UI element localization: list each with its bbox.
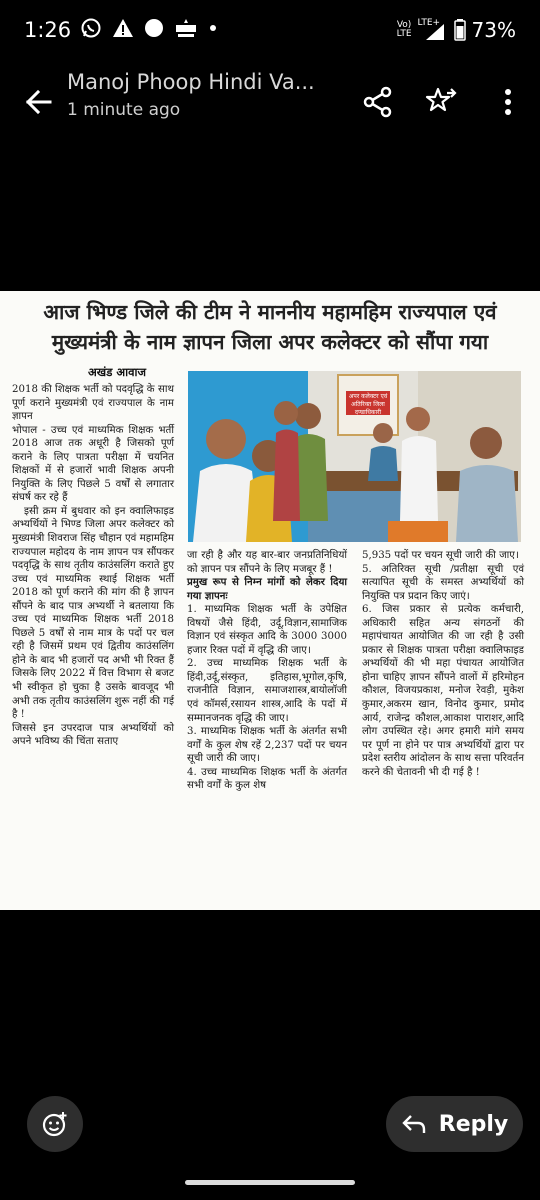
reply-button[interactable] bbox=[386, 1096, 523, 1152]
article-column-1: 2018 की शिक्षक भर्ती को पदवृद्धि के साथ पूर्ण कराने मुख्यमंत्री एवं राज्यपाल के नाम ज्ञापन भोपाल - उच्च एवं माध्यमिक शिक्षक भर्ती 2018 आज तक अधूरी है जिसको पूर्ण कराने के लिए पात्रता परीक्षा में चयनित शिक्षकों में से हजारों भावी शिक्षक अपनी नियुक्ति के लिए पिछले 5 वर्षों से लगातार संघर्ष कर रहे हैं इसी क्रम में बुधवार को इन क्वालिफाइड अभ्यर्थियों ने भिण्ड जिला अपर कलेक्टर को मुख्यमंत्री शिवराज सिंह चौहान एवं महामहिम राज्यपाल महोदय के नाम ज्ञापन पत्र सौंपकर पदवृद्धि के साथ तृतीय काउंसलिंग कराते हुए उच्च एवं माध्यमिक स्थाई शिक्षक भर्ती 2018 को पूर्ण कराने की मांग की है ज्ञापन सौंपने के बाद पात्र अभ्यर्थी ने बतलाया कि उच्च एवं माध्यमिक शिक्षक भर्ती 2018 पिछले 5 वर्षों से नाम मात्र के पदों पर चल रही है जिसमें प्रथम एवं द्वितीय काउंसलिंग होने के बाद भी हजारों पद अभी भी रिक्त हैं जिसके लिए 2022 में वित्त विभाग से बजट भी स्वीकृत हो चुका है उसके बावजूद भी अभी तक तृतीय काउंसलिंग शुरू नहीं की गई है ! जिससे इन उपरदाज पात्र अभ्यर्थियों को अपने भविष्य की चिंता सताए bbox=[12, 384, 175, 748]
battery-icon bbox=[454, 19, 466, 41]
article-byline: अखंड आवाज bbox=[88, 365, 147, 379]
share-icon[interactable] bbox=[360, 84, 396, 120]
star-forward-icon[interactable] bbox=[423, 84, 459, 120]
sender-title: Manoj Phoop Hindi Va... bbox=[67, 70, 315, 94]
navigation-handle[interactable] bbox=[185, 1180, 355, 1185]
reply-label: Reply bbox=[438, 1111, 509, 1137]
app-bar bbox=[0, 62, 540, 142]
bottom-action-bar bbox=[0, 1070, 540, 1170]
article-photo bbox=[188, 371, 521, 542]
emoji-plus-icon bbox=[41, 1110, 69, 1138]
lte-label: LTE+ bbox=[417, 18, 441, 28]
article-column-3: 5,935 पदों पर चयन सूची जारी की जाए। 5. अतिरिक्त सूची /प्रतीक्षा सूची एवं सत्यापित सूची के समस्त अभ्यर्थियों को नियुक्ति पत्र प्रदान किए जाएं। 6. जिस प्रकार से प्रत्येक कर्मचारी, अधिकारी सहित अन्य संगठनों की महापंचायत आयोजित की जा रही है उसी प्रकार से शिक्षक पात्रता परीक्षा क्वालिफाइड अभ्यर्थियों की भी महा पंचायत आयोजित होना चाहिए ज्ञापन सौंपने वालों में हरिमोहन कौशल, विजयप्रकाश, मनोज रेवड़ी, मुकेश कुमार,अकरम खान, विनोद कुमार, प्रमोद आर्य, राजेन्द्र कौशल,आकाश पाराशर,आदि लोग उपस्थित रहे। अगर हमारी मांगे समय पर पूर्ण ना होने पर पात्र अभ्यर्थियों द्वारा पर प्रदेश स्तरीय आंदोलन के साथ सत्ता परिवर्तन करने की चेतावनी भी दी गई है ! bbox=[362, 550, 524, 778]
circle-notification-icon bbox=[144, 18, 164, 38]
volte-indicator: Vo) LTE bbox=[396, 20, 412, 39]
article-column-2: जा रही है और यह बार-बार जनप्रतिनिधियों को ज्ञापन पत्र सौंपने के लिए मजबूर हैं ! प्रमुख रूप से निम्न मांगों को लेकर दिया गया ज्ञापनः 1. माध्यमिक शिक्षक भर्ती के उपेक्षित विषयों जैसे हिंदी, उर्दू,विज्ञान,सामाजिक विज्ञान एवं संस्कृत आदि के 3000 3000 हजार रिक्त पदों में वृद्धि की जाए। 2. उच्च माध्यमिक शिक्षक भर्ती के हिंदी,उर्दू,संस्कृत, इतिहास,भूगोल,कृषि, राजनीति विज्ञान, समाजशास्त्र,बायोलॉजी एवं कॉमर्स,रसायन शास्त्र,आदि के पदों में सम्मानजनक वृद्धि की जाए। 3. माध्यमिक शिक्षक भर्ती के अंतर्गत सभी वर्गों के कुल शेष रहें 2,237 पदों पर चयन सूची जारी की जाए। 4. उच्च माध्यमिक शिक्षक भर्ती के अंतर्गत सभी वर्गों के कुल शेष bbox=[187, 550, 347, 792]
reply-arrow-icon bbox=[401, 1113, 427, 1135]
news-app-icon bbox=[174, 17, 198, 39]
more-options-icon[interactable] bbox=[490, 84, 526, 120]
newspaper-article-image[interactable] bbox=[0, 291, 540, 910]
dot-icon bbox=[208, 23, 218, 33]
article-headline: आज भिण्ड जिले की टीम ने माननीय महामहिम राज्यपाल एवं मुख्यमंत्री के नाम ज्ञापन जिला अपर कलेक्टर को सौंपा गया bbox=[43, 300, 497, 354]
whatsapp-icon bbox=[80, 17, 102, 39]
timestamp: 1 minute ago bbox=[67, 100, 181, 120]
office-sign-text: अपर कलेक्टर एवं अतिरिक्त जिला दण्डाधिकारी bbox=[348, 393, 388, 416]
add-reaction-button[interactable] bbox=[27, 1096, 83, 1152]
warning-icon bbox=[112, 17, 134, 39]
back-arrow-icon[interactable] bbox=[20, 84, 56, 120]
battery-percent: 73% bbox=[471, 18, 516, 42]
title-block bbox=[67, 70, 315, 120]
status-time: 1:26 bbox=[24, 18, 72, 42]
signal-icon bbox=[424, 23, 446, 41]
status-bar bbox=[0, 0, 540, 62]
